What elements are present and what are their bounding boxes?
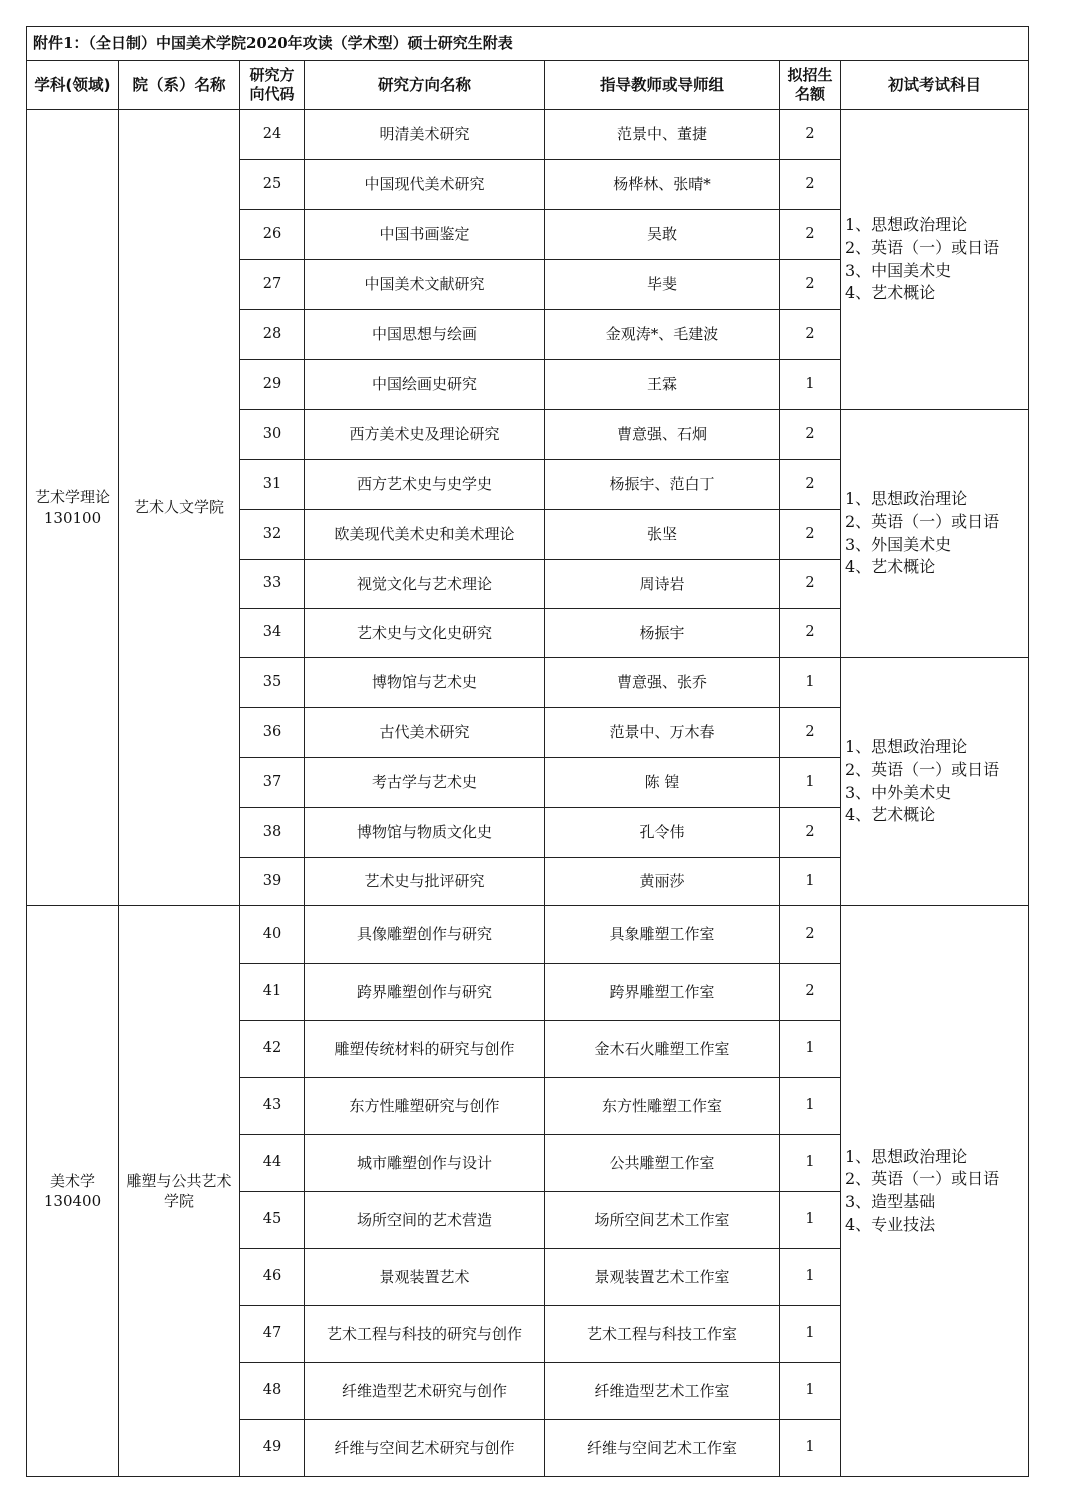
direction-cell: 中国思想与绘画 (305, 310, 545, 360)
advisor-cell: 纤维造型艺术工作室 (545, 1363, 780, 1420)
direction-cell: 跨界雕塑创作与研究 (305, 964, 545, 1021)
header-code: 研究方 向代码 (240, 61, 305, 110)
advisor-cell: 金木石火雕塑工作室 (545, 1021, 780, 1078)
header-row (27, 61, 1029, 110)
code-cell: 27 (240, 260, 305, 310)
title-row (27, 27, 1029, 61)
direction-cell: 博物馆与物质文化史 (305, 808, 545, 858)
direction-cell: 中国现代美术研究 (305, 160, 545, 210)
advisor-cell: 景观装置艺术工作室 (545, 1249, 780, 1306)
code-cell: 33 (240, 560, 305, 609)
quota-cell: 1 (780, 758, 841, 808)
advisor-cell: 杨桦林、张晴* (545, 160, 780, 210)
advisor-cell: 艺术工程与科技工作室 (545, 1306, 780, 1363)
code-cell: 43 (240, 1078, 305, 1135)
direction-cell: 城市雕塑创作与设计 (305, 1135, 545, 1192)
quota-cell: 1 (780, 1021, 841, 1078)
discipline-cell: 艺术学理论 130100 (27, 110, 119, 906)
quota-cell: 1 (780, 1135, 841, 1192)
advisor-cell: 具象雕塑工作室 (545, 906, 780, 964)
header-direction: 研究方向名称 (305, 61, 545, 110)
quota-cell: 2 (780, 708, 841, 758)
advisor-cell: 王霖 (545, 360, 780, 410)
direction-cell: 欧美现代美术史和美术理论 (305, 510, 545, 560)
code-cell: 25 (240, 160, 305, 210)
direction-cell: 东方性雕塑研究与创作 (305, 1078, 545, 1135)
quota-cell: 1 (780, 1249, 841, 1306)
code-cell: 46 (240, 1249, 305, 1306)
department-cell: 雕塑与公共艺术 学院 (119, 906, 240, 1477)
admissions-table-sheet (26, 26, 1029, 1477)
exam-subjects-cell: 1、思想政治理论 2、英语（一）或日语 3、中外美术史 4、艺术概论 (841, 658, 1029, 906)
direction-cell: 纤维与空间艺术研究与创作 (305, 1420, 545, 1477)
quota-cell: 1 (780, 1306, 841, 1363)
direction-cell: 西方艺术史与史学史 (305, 460, 545, 510)
table-title: 附件1：（全日制）中国美术学院2020年攻读（学术型）硕士研究生附表 (27, 27, 1029, 61)
quota-cell: 2 (780, 410, 841, 460)
quota-cell: 2 (780, 210, 841, 260)
quota-cell: 2 (780, 260, 841, 310)
advisor-cell: 公共雕塑工作室 (545, 1135, 780, 1192)
direction-cell: 中国绘画史研究 (305, 360, 545, 410)
advisor-cell: 孔令伟 (545, 808, 780, 858)
direction-cell: 明清美术研究 (305, 110, 545, 160)
code-cell: 29 (240, 360, 305, 410)
direction-cell: 纤维造型艺术研究与创作 (305, 1363, 545, 1420)
direction-cell: 艺术史与批评研究 (305, 858, 545, 906)
direction-cell: 博物馆与艺术史 (305, 658, 545, 708)
advisor-cell: 周诗岩 (545, 560, 780, 609)
quota-cell: 1 (780, 1363, 841, 1420)
quota-cell: 2 (780, 160, 841, 210)
quota-cell: 2 (780, 808, 841, 858)
quota-cell: 2 (780, 310, 841, 360)
code-cell: 34 (240, 609, 305, 658)
quota-cell: 2 (780, 906, 841, 964)
direction-cell: 考古学与艺术史 (305, 758, 545, 808)
advisor-cell: 杨振宇、范白丁 (545, 460, 780, 510)
quota-cell: 2 (780, 460, 841, 510)
code-cell: 36 (240, 708, 305, 758)
exam-subjects-cell: 1、思想政治理论 2、英语（一）或日语 3、中国美术史 4、艺术概论 (841, 110, 1029, 410)
discipline-cell: 美术学 130400 (27, 906, 119, 1477)
direction-cell: 中国美术文献研究 (305, 260, 545, 310)
quota-cell: 1 (780, 1078, 841, 1135)
direction-cell: 景观装置艺术 (305, 1249, 545, 1306)
quota-cell: 1 (780, 858, 841, 906)
quota-cell: 1 (780, 1192, 841, 1249)
code-cell: 45 (240, 1192, 305, 1249)
exam-subjects-cell: 1、思想政治理论 2、英语（一）或日语 3、造型基础 4、专业技法 (841, 906, 1029, 1477)
advisor-cell: 陈 锽 (545, 758, 780, 808)
direction-cell: 中国书画鉴定 (305, 210, 545, 260)
quota-cell: 2 (780, 964, 841, 1021)
code-cell: 39 (240, 858, 305, 906)
table-row (27, 906, 1029, 964)
direction-cell: 艺术工程与科技的研究与创作 (305, 1306, 545, 1363)
code-cell: 47 (240, 1306, 305, 1363)
advisor-cell: 东方性雕塑工作室 (545, 1078, 780, 1135)
advisor-cell: 杨振宇 (545, 609, 780, 658)
advisor-cell: 范景中、万木春 (545, 708, 780, 758)
direction-cell: 视觉文化与艺术理论 (305, 560, 545, 609)
quota-cell: 2 (780, 110, 841, 160)
advisor-cell: 张坚 (545, 510, 780, 560)
code-cell: 28 (240, 310, 305, 360)
advisor-cell: 纤维与空间艺术工作室 (545, 1420, 780, 1477)
code-cell: 31 (240, 460, 305, 510)
advisor-cell: 曹意强、石炯 (545, 410, 780, 460)
code-cell: 48 (240, 1363, 305, 1420)
advisor-cell: 场所空间艺术工作室 (545, 1192, 780, 1249)
header-advisor: 指导教师或导师组 (545, 61, 780, 110)
department-cell: 艺术人文学院 (119, 110, 240, 906)
code-cell: 30 (240, 410, 305, 460)
direction-cell: 雕塑传统材料的研究与创作 (305, 1021, 545, 1078)
admissions-table (26, 26, 1029, 1477)
direction-cell: 艺术史与文化史研究 (305, 609, 545, 658)
code-cell: 44 (240, 1135, 305, 1192)
quota-cell: 2 (780, 560, 841, 609)
advisor-cell: 黄丽莎 (545, 858, 780, 906)
advisor-cell: 金观涛*、毛建波 (545, 310, 780, 360)
advisor-cell: 曹意强、张乔 (545, 658, 780, 708)
code-cell: 26 (240, 210, 305, 260)
direction-cell: 场所空间的艺术营造 (305, 1192, 545, 1249)
quota-cell: 2 (780, 510, 841, 560)
code-cell: 49 (240, 1420, 305, 1477)
code-cell: 24 (240, 110, 305, 160)
code-cell: 41 (240, 964, 305, 1021)
code-cell: 35 (240, 658, 305, 708)
header-department: 院（系）名称 (119, 61, 240, 110)
quota-cell: 1 (780, 1420, 841, 1477)
header-quota: 拟招生 名额 (780, 61, 841, 110)
exam-subjects-cell: 1、思想政治理论 2、英语（一）或日语 3、外国美术史 4、艺术概论 (841, 410, 1029, 658)
advisor-cell: 毕斐 (545, 260, 780, 310)
code-cell: 42 (240, 1021, 305, 1078)
advisor-cell: 范景中、董捷 (545, 110, 780, 160)
direction-cell: 具像雕塑创作与研究 (305, 906, 545, 964)
direction-cell: 古代美术研究 (305, 708, 545, 758)
direction-cell: 西方美术史及理论研究 (305, 410, 545, 460)
code-cell: 40 (240, 906, 305, 964)
quota-cell: 2 (780, 609, 841, 658)
header-discipline: 学科(领域) (27, 61, 119, 110)
code-cell: 38 (240, 808, 305, 858)
code-cell: 37 (240, 758, 305, 808)
table-row (27, 110, 1029, 160)
code-cell: 32 (240, 510, 305, 560)
header-exam: 初试考试科目 (841, 61, 1029, 110)
advisor-cell: 跨界雕塑工作室 (545, 964, 780, 1021)
quota-cell: 1 (780, 360, 841, 410)
advisor-cell: 吴敢 (545, 210, 780, 260)
quota-cell: 1 (780, 658, 841, 708)
